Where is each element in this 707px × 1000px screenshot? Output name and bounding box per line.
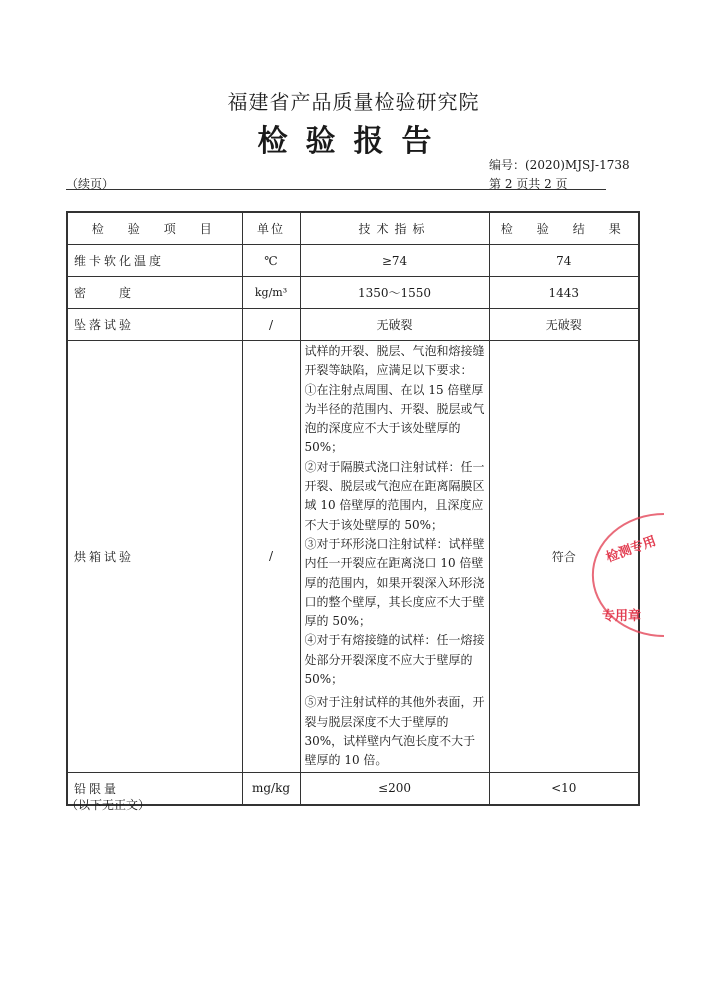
report-number: 编号：(2020)MJSJ-1738 xyxy=(489,158,630,172)
seal-text-bottom: 专用章 xyxy=(602,609,642,624)
row-item: 铅限量 xyxy=(67,772,242,805)
row-result: 74 xyxy=(489,245,639,277)
table-row xyxy=(67,341,639,773)
table-row xyxy=(67,309,639,341)
column-header-result: 检 验 结 果 xyxy=(489,212,639,245)
page-info: 第 2 页共 2 页 xyxy=(489,177,568,191)
row-spec: ≥74 xyxy=(300,245,489,277)
row-item: 维卡软化温度 xyxy=(67,245,242,277)
column-header-unit: 单位 xyxy=(242,212,300,245)
row-item: 烘箱试验 xyxy=(67,341,242,773)
row-item: 坠落试验 xyxy=(67,309,242,341)
seal-text-top: 检测专用 xyxy=(604,533,659,566)
report-title: 检验报告 xyxy=(257,124,450,159)
row-unit: / xyxy=(242,341,300,773)
spec-line: ②对于隔膜式浇口注射试样：任一开裂、脱层或气泡应在距离隔膜区域 10 倍壁厚的范围内，且深度应不大于该处壁厚的 50%； xyxy=(304,459,485,532)
column-header-spec: 技术指标 xyxy=(300,212,489,245)
table-row xyxy=(67,772,639,805)
row-result: 无破裂 xyxy=(489,309,639,341)
row-unit: kg/m³ xyxy=(242,277,300,309)
spec-line: ③对于环形浇口注射试样：试样壁内任一开裂应在距离浇口 10 倍壁厚的范围内，如果开裂深入环形浇口的整个壁厚，其长度应不大于壁厚的 50%； xyxy=(304,536,485,629)
org-name: 福建省产品质量检验研究院 xyxy=(227,90,480,114)
inspection-seal xyxy=(578,510,668,640)
row-spec: 1350～1550 xyxy=(300,277,489,309)
row-unit: / xyxy=(242,309,300,341)
row-spec: 无破裂 xyxy=(300,309,489,341)
header-rule xyxy=(66,189,606,190)
table-row xyxy=(67,245,639,277)
continuation-label: （续页） xyxy=(66,177,115,191)
inspection-table xyxy=(66,211,640,806)
table-row xyxy=(67,277,639,309)
row-unit: ℃ xyxy=(242,245,300,277)
end-note: （以下无正文） xyxy=(66,798,151,812)
row-result: 1443 xyxy=(489,277,639,309)
spec-line: ④对于有熔接缝的试样：任一熔接处部分开裂深度不应大于壁厚的 50%； xyxy=(304,633,485,687)
row-item: 密 度 xyxy=(67,277,242,309)
row-spec-multiline xyxy=(300,341,489,773)
row-spec: ≤200 xyxy=(300,772,489,805)
row-unit: mg/kg xyxy=(242,772,300,805)
spec-line: 试样的开裂、脱层、气泡和熔接缝开裂等缺陷，应满足以下要求： xyxy=(304,344,485,378)
spec-line: ①在注射点周围、在以 15 倍壁厚为半径的范围内、开裂、脱层或气泡的深度应不大于该处壁厚的 50%； xyxy=(304,382,485,455)
row-result: <10 xyxy=(489,772,639,805)
table-header-row xyxy=(67,212,639,245)
spec-line: ⑤对于注射试样的其他外表面，开裂与脱层深度不大于壁厚的 30%，试样壁内气泡长度不大于壁厚的 10 倍。 xyxy=(304,695,485,768)
column-header-item: 检 验 项 目 xyxy=(67,212,242,245)
row-result: 符合 xyxy=(489,341,639,773)
